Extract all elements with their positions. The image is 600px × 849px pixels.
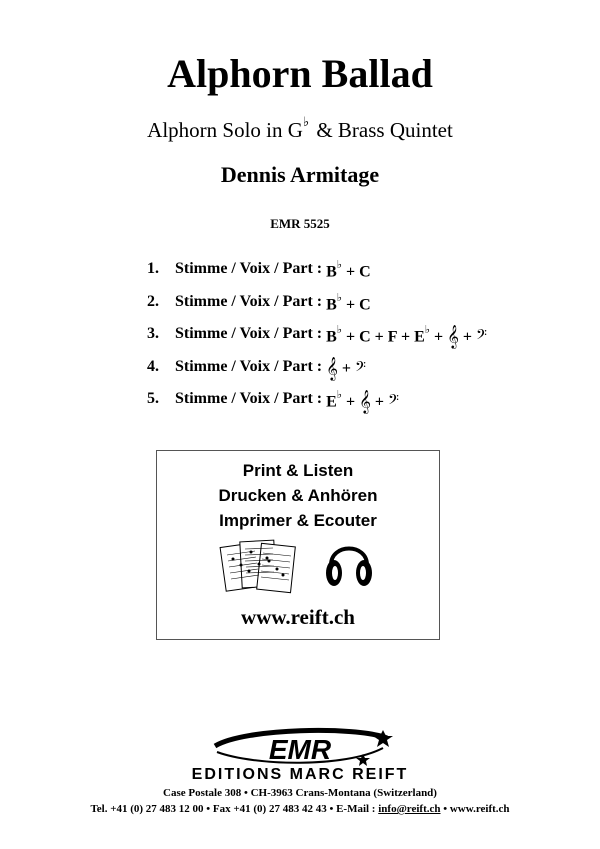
instrument-key: E xyxy=(326,393,337,411)
plus-sign: + xyxy=(458,328,477,346)
part-row xyxy=(147,390,487,423)
emr-logo xyxy=(205,726,395,770)
flat-sign: ♭ xyxy=(336,259,342,271)
bass-clef-icon: 𝄢 xyxy=(355,358,366,379)
instrument-key: E xyxy=(414,328,425,346)
catalog-code: EMR 5525 xyxy=(270,216,330,231)
promo-line-print-listen: Print & Listen xyxy=(242,461,354,480)
flat-sign: ♭ xyxy=(424,324,430,336)
part-instruments xyxy=(326,324,487,349)
publisher-name: EDITIONS MARC REIFT xyxy=(191,766,409,783)
subtitle xyxy=(0,114,600,143)
instrument-key: B xyxy=(326,263,337,281)
instrument-key: B xyxy=(326,328,337,346)
part-number: 2. xyxy=(147,292,159,310)
part-instruments xyxy=(326,260,371,281)
part-row xyxy=(147,355,487,391)
part-label: Stimme / Voix / Part : xyxy=(175,357,323,375)
plus-sign: + xyxy=(337,359,356,377)
plus-sign: + xyxy=(341,393,360,411)
flat-sign: ♭ xyxy=(336,291,342,304)
plus-sign: + xyxy=(341,263,360,281)
website-link[interactable]: www.reift.ch xyxy=(241,605,355,629)
treble-clef-icon: 𝄞 xyxy=(326,355,338,380)
part-instruments xyxy=(326,389,399,414)
flat-sign: ♭ xyxy=(302,114,310,129)
flat-sign: ♭ xyxy=(336,324,342,336)
headphones-icon xyxy=(323,535,375,591)
part-row xyxy=(147,325,487,358)
part-instruments xyxy=(326,355,366,380)
part-instruments xyxy=(326,293,371,314)
part-number: 3. xyxy=(147,325,159,342)
part-label: Stimme / Voix / Part : xyxy=(175,390,323,407)
part-number: 5. xyxy=(147,390,159,407)
instrument-key: F xyxy=(387,328,397,346)
subtitle-suffix: & Brass Quintet xyxy=(311,118,453,142)
treble-clef-icon: 𝄞 xyxy=(359,389,371,414)
plus-sign: + xyxy=(370,393,389,411)
treble-clef-icon: 𝄞 xyxy=(447,324,459,349)
plus-sign: + xyxy=(341,328,360,346)
publisher-contact xyxy=(0,803,600,815)
logo-text: EMR xyxy=(268,734,332,765)
bass-clef-icon: 𝄢 xyxy=(388,392,399,413)
email-link[interactable]: info@reift.ch xyxy=(378,803,441,815)
publisher-address: Case Postale 308 • CH-3963 Crans-Montana (Switzerland) xyxy=(163,787,437,799)
part-label: Stimme / Voix / Part : xyxy=(175,292,323,310)
plus-sign: + xyxy=(341,295,360,313)
plus-sign: + xyxy=(429,328,448,346)
instrument-key: C xyxy=(359,263,371,281)
part-row xyxy=(147,260,487,293)
contact-website[interactable]: • www.reift.ch xyxy=(440,803,510,815)
part-label: Stimme / Voix / Part : xyxy=(175,260,323,277)
part-number: 1. xyxy=(147,260,159,277)
promo-line-drucken-anhoeren: Drucken & Anhören xyxy=(218,486,378,505)
part-label: Stimme / Voix / Part : xyxy=(175,325,323,342)
parts-list xyxy=(147,260,487,423)
instrument-key: C xyxy=(359,295,371,313)
instrument-key: C xyxy=(359,328,371,346)
plus-sign: + xyxy=(370,328,388,346)
composer-name: Dennis Armitage xyxy=(220,162,380,187)
part-number: 4. xyxy=(147,357,159,375)
sheet-music-icon xyxy=(219,537,297,597)
instrument-key: B xyxy=(326,295,337,313)
contact-phone-fax: Tel. +41 (0) 27 483 12 00 • Fax +41 (0) 27 483 42 43 • E-Mail : xyxy=(90,803,379,815)
flat-sign: ♭ xyxy=(336,389,342,401)
part-row xyxy=(147,293,487,326)
plus-sign: + xyxy=(396,328,415,346)
page-title: Alphorn Ballad xyxy=(167,51,433,96)
promo-line-imprimer-ecouter: Imprimer & Ecouter xyxy=(219,511,377,530)
bass-clef-icon: 𝄢 xyxy=(476,327,487,348)
subtitle-prefix: Alphorn Solo in G xyxy=(147,118,303,142)
print-listen-box xyxy=(156,450,440,640)
